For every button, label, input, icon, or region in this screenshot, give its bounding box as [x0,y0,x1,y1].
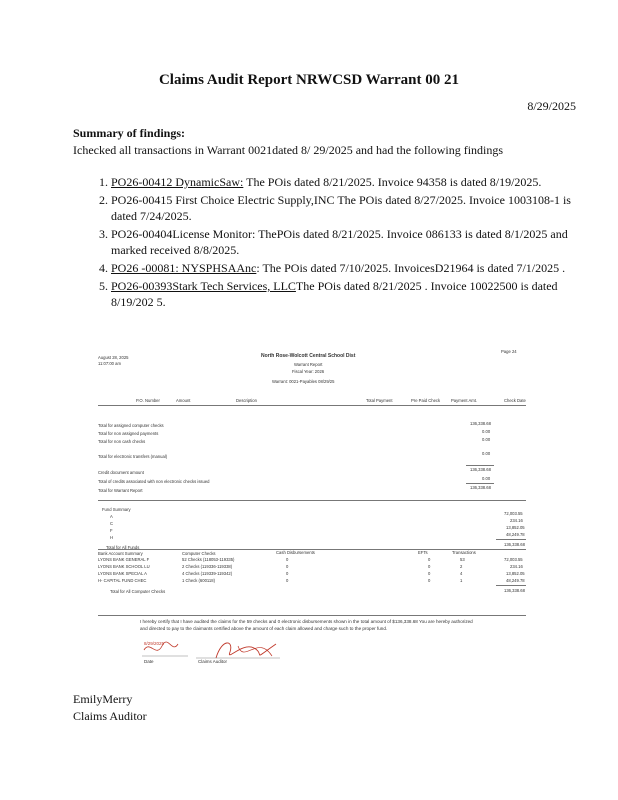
scan-subtitle: Warrant Report [294,362,323,367]
finding-item [111,192,571,224]
finding-text: PO26-00415 First Choice Electric Supply,INC The POis dated 8/27/2025. Invoice 1003108-1 is dated 7/24/2025. [111,193,571,223]
scan-bank-col: EFTs [418,550,428,555]
scan-bank-checks: 1 Check (600118) [182,578,215,583]
scan-bank-efts: 0 [428,564,431,569]
scan-row-label: Total of credits associated with non electronic checks issued [98,479,210,484]
finding-ref: PO26 -00081: NYSPHSAAnc [111,261,257,275]
scan-bank-col: Transactions [452,550,476,555]
scan-bank-total-label: Total for All Computer Checks [110,589,166,594]
scan-fund-heading: Fund Summary [102,507,131,512]
scan-fund-value: 13,852.05 [506,525,525,530]
report-date: 8/29/2025 [527,99,576,113]
scan-bank-cash: 0 [286,557,289,562]
scan-fund-code: C [110,521,114,526]
scan-fund-value: 234.16 [510,518,523,523]
scan-row-value: 0.00 [482,429,491,434]
findings-list [91,174,571,312]
auditor-name: EmilyMerry [73,692,133,706]
finding-ref: PO26-00393Stark Tech Services, LLC [111,279,296,293]
scan-left-time: 11:07:00 am [98,361,121,366]
scan-bank-name: LYONS BANK SCHOOL LU [98,564,150,569]
scan-row-value: 0.00 [482,451,491,456]
scan-bank-amount: 13,852.05 [506,571,525,576]
scan-bank-tx: 4 [460,571,463,576]
scan-fund-value: 48,249.78 [506,532,525,537]
scan-divider [466,465,494,466]
scan-left-date: August 28, 2025 [98,355,129,360]
scan-bank-name: LYONS BANK SPECIAL A [98,571,147,576]
scan-divider [496,539,526,540]
scan-fund-code: H [110,535,114,540]
warrant-report-scan [96,345,528,617]
scan-row-label: Total for assigned computer checks [98,423,164,428]
scan-divider [496,585,526,586]
auditor-signature-stroke-2 [238,646,272,656]
finding-text: The POis dated 8/21/2025 . Invoice 10022500 is dated 8/19/202 5. [111,279,558,309]
scan-bank-efts: 0 [428,557,431,562]
scan-col-total: Total Payment [366,398,393,403]
scan-bank-cash: 0 [286,564,289,569]
scan-bank-cash: 0 [286,578,289,583]
finding-item [111,226,571,258]
scan-fund-code: F [110,528,113,533]
scan-row-value: 0.00 [482,437,491,442]
scan-row-value: 0.00 [482,476,491,481]
scan-warrant: Warrant: 0021-Payables 08/29/25 [272,379,335,384]
scan-bank-checks: 4 Checks (119339-119342) [182,571,233,576]
scan-row-label: Total for Warrant Report [98,488,143,493]
finding-text: : The POis dated 7/10/2025. InvoicesD21964 is dated 7/1/2025 . [256,261,566,275]
summary-heading: Summary of findings: [73,126,186,140]
summary-intro: Ichecked all transactions in Warrant 0021dated 8/ 29/2025 and had the following findings [73,143,504,157]
scan-fiscal-year: Fiscal Year: 2026 [292,369,325,374]
scan-bank-cash: 0 [286,571,289,576]
scan-row-label: Total for non assigned payments [98,431,159,436]
report-title: Claims Audit Report NRWCSD Warrant 00 21 [158,72,460,88]
finding-item [111,174,571,190]
finding-item [111,260,571,276]
scan-divider [98,405,526,406]
scan-bank-total: 136,338.68 [504,588,525,593]
scan-bank-checks: 2 Checks (119336-119338) [182,564,233,569]
scan-col-checkdate: Check Date [504,398,526,403]
scan-bank-amount: 48,249.78 [506,578,525,583]
scan-sig-date-text: 8/29/2025 [144,641,165,646]
scan-col-prepaid: Pre Paid Check [411,398,441,403]
scan-bank-amount: 234.16 [510,564,523,569]
scan-divider [98,615,526,616]
scan-fund-total: 136,338.68 [504,542,525,547]
scan-fund-value: 72,003.55 [504,511,523,516]
scan-row-value: 136,338.68 [470,467,491,472]
scan-bank-efts: 0 [428,571,431,576]
scan-row-value: 136,338.68 [470,485,491,490]
scan-sig-date-label: Date [144,659,154,664]
scan-divider [98,500,526,501]
auditor-title: Claims Auditor [73,709,147,723]
scan-col-amount: Amount [176,398,191,403]
scan-bank-name: H- CAPITAL FUND CHEC [98,578,147,583]
scan-col-payment: Payment Amt. [451,398,478,403]
scan-bank-efts: 0 [428,578,431,583]
finding-item [111,278,571,310]
scan-bank-name: LYONS BANK GENERAL F [98,557,150,562]
scan-row-value: 136,338.68 [470,421,491,426]
scan-row-label: Total for non cash checks [98,439,146,444]
finding-text: PO26-00404License Monitor: ThePOis dated 8/21/2025. Invoice 086133 is dated 8/1/2025 and marked received 8/8/2025. [111,227,568,257]
scan-fund-total-label: Total for All Funds [106,545,140,550]
scan-certification: I hereby certify that I have audited the claims for the 59 checks and 0 electronic disbursements shown in the total amount of $136,338.68 You are hereby authorized and directed to pay to the claimants certified above the amount of each claim allowed and charge such to the proper fund. [140,619,473,631]
scan-bank-tx: 1 [460,578,463,583]
scan-page: Page 24 [501,349,517,354]
scan-bank-tx: 2 [460,564,463,569]
scan-bank-tx: 53 [460,557,465,562]
scan-bank-amount: 72,003.55 [504,557,523,562]
scan-bank-checks: 52 Checks (118053-119335) [182,557,235,562]
scan-sig-role-label: Claims Auditor [198,659,228,664]
handwritten-signatures [138,636,468,668]
finding-text: The POis dated 8/21/2025. Invoice 94358 is dated 8/19/2025. [243,175,542,189]
finding-ref: PO26-00412 DynamicSaw: [111,175,244,189]
scan-col-po: P.O. Number [136,398,160,403]
scan-row-label: Total for electronic transfers (manual) [98,454,168,459]
scan-bank-col: Bank Account Summary [98,551,143,556]
scan-fund-code: A [110,514,113,519]
scan-divider [466,483,494,484]
scan-bank-col: Computer Checks [182,551,216,556]
scan-org-name: North Rose-Wolcott Central School Dist [261,353,356,359]
scan-signature-block [138,636,468,668]
scan-col-description: Description [236,398,257,403]
scan-bank-col: Cash Disbursements [276,550,315,555]
scan-row-label: Credit document amount [98,470,144,475]
